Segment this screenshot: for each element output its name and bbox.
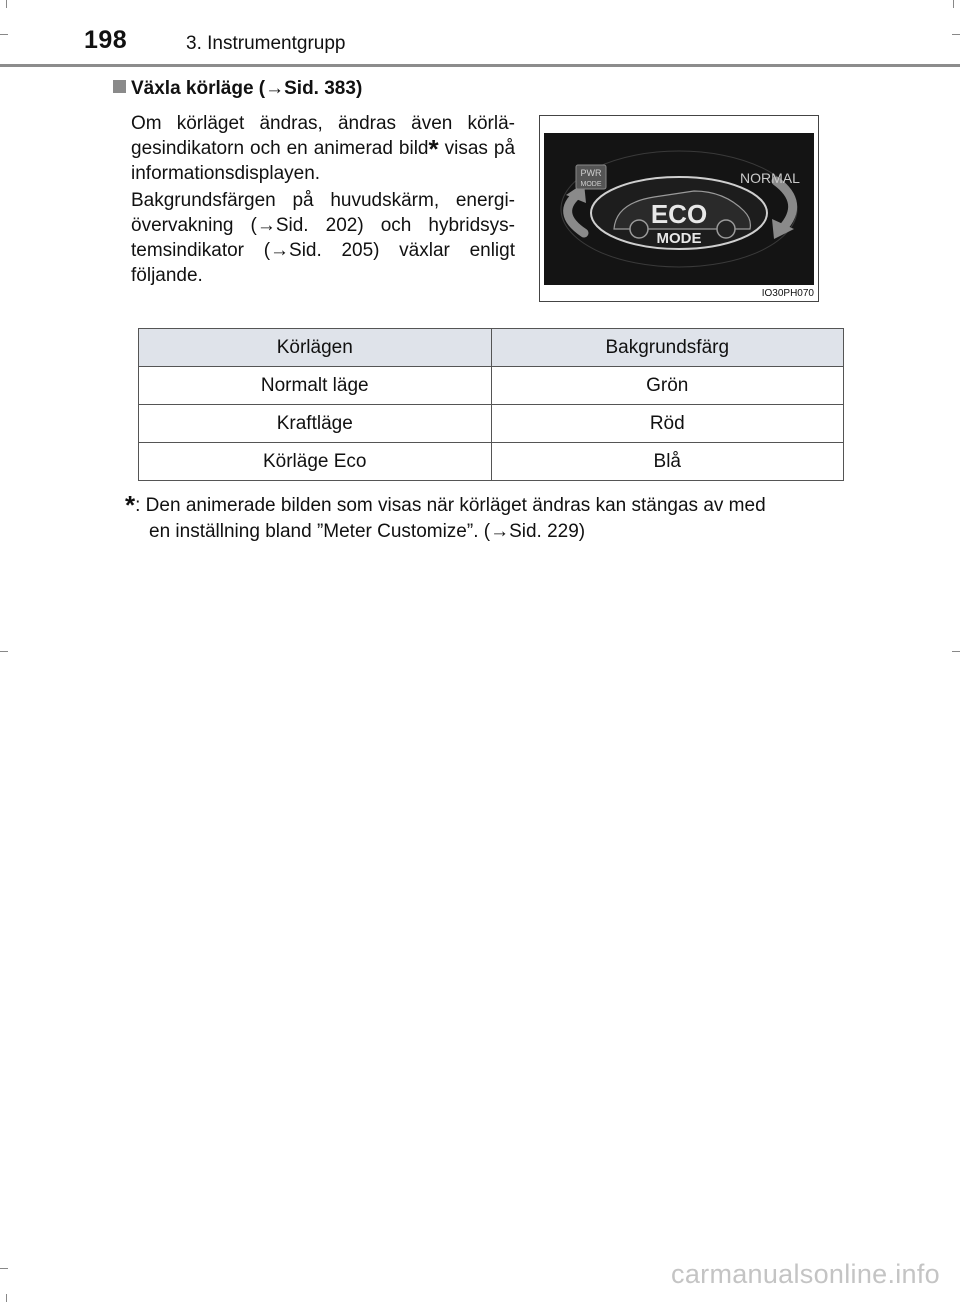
footnote-marker: * <box>125 490 136 520</box>
eco-mode-display-figure <box>539 115 819 302</box>
drive-mode-color-table <box>138 328 844 481</box>
table-row <box>139 443 844 481</box>
header-divider <box>0 64 960 67</box>
figure-code: IO30PH070 <box>761 288 814 299</box>
footnote <box>125 492 840 545</box>
crop-mark <box>952 651 960 652</box>
crop-mark <box>0 1268 8 1269</box>
footnote-reference: * <box>428 134 439 164</box>
section-heading-text: Växla körläge (→Sid. 383) <box>131 78 363 99</box>
column-header: Körlägen <box>139 329 492 367</box>
paragraph-background-color: Bakgrundsfärgen på huvudskärm, energiövervakning (→Sid. 202) och hybridsystemsindikator (→Sid. 205) växlar enligt följande. <box>131 190 515 286</box>
paragraph-text: visas på informationsdisplayen. <box>131 138 516 184</box>
crop-mark <box>0 34 8 35</box>
column-header: Bakgrundsfärg <box>491 329 844 367</box>
table-cell: Körläge Eco <box>139 443 492 481</box>
table-header-row <box>139 329 844 367</box>
watermark: carmanualsonline.info <box>671 1259 940 1289</box>
section-heading <box>113 78 362 100</box>
page-number: 198 <box>84 26 128 54</box>
crop-mark <box>953 0 954 8</box>
table-cell: Grön <box>491 367 844 405</box>
pwr-label: PWR <box>580 168 602 178</box>
eco-mode-label: MODE <box>656 230 702 247</box>
paragraph-mode-change <box>131 111 515 186</box>
table-cell: Normalt läge <box>139 367 492 405</box>
chapter-title: 3. Instrumentgrupp <box>186 33 346 54</box>
table-row <box>139 367 844 405</box>
table-cell: Kraftläge <box>139 405 492 443</box>
eco-mode-screen-illustration <box>544 133 814 285</box>
crop-mark <box>6 1294 7 1302</box>
square-bullet-icon <box>113 80 126 93</box>
table-cell: Röd <box>491 405 844 443</box>
footnote-line <box>125 492 840 519</box>
table-row <box>139 405 844 443</box>
pwr-mode-label: MODE <box>580 181 602 188</box>
crop-mark <box>0 651 8 652</box>
paragraph-text: Om körläget ändras, ändras även körlägesindikatorn och en animerad bild <box>131 113 515 159</box>
normal-label: NORMAL <box>740 170 800 186</box>
footnote-text: : Den animerade bilden som visas när körläget ändras kan stängas av med <box>135 495 766 516</box>
crop-mark <box>6 0 7 8</box>
crop-mark <box>952 34 960 35</box>
table-cell: Blå <box>491 443 844 481</box>
footnote-line: en inställning bland ”Meter Customize”. (→Sid. 229) <box>149 521 586 542</box>
eco-label: ECO <box>650 199 708 229</box>
